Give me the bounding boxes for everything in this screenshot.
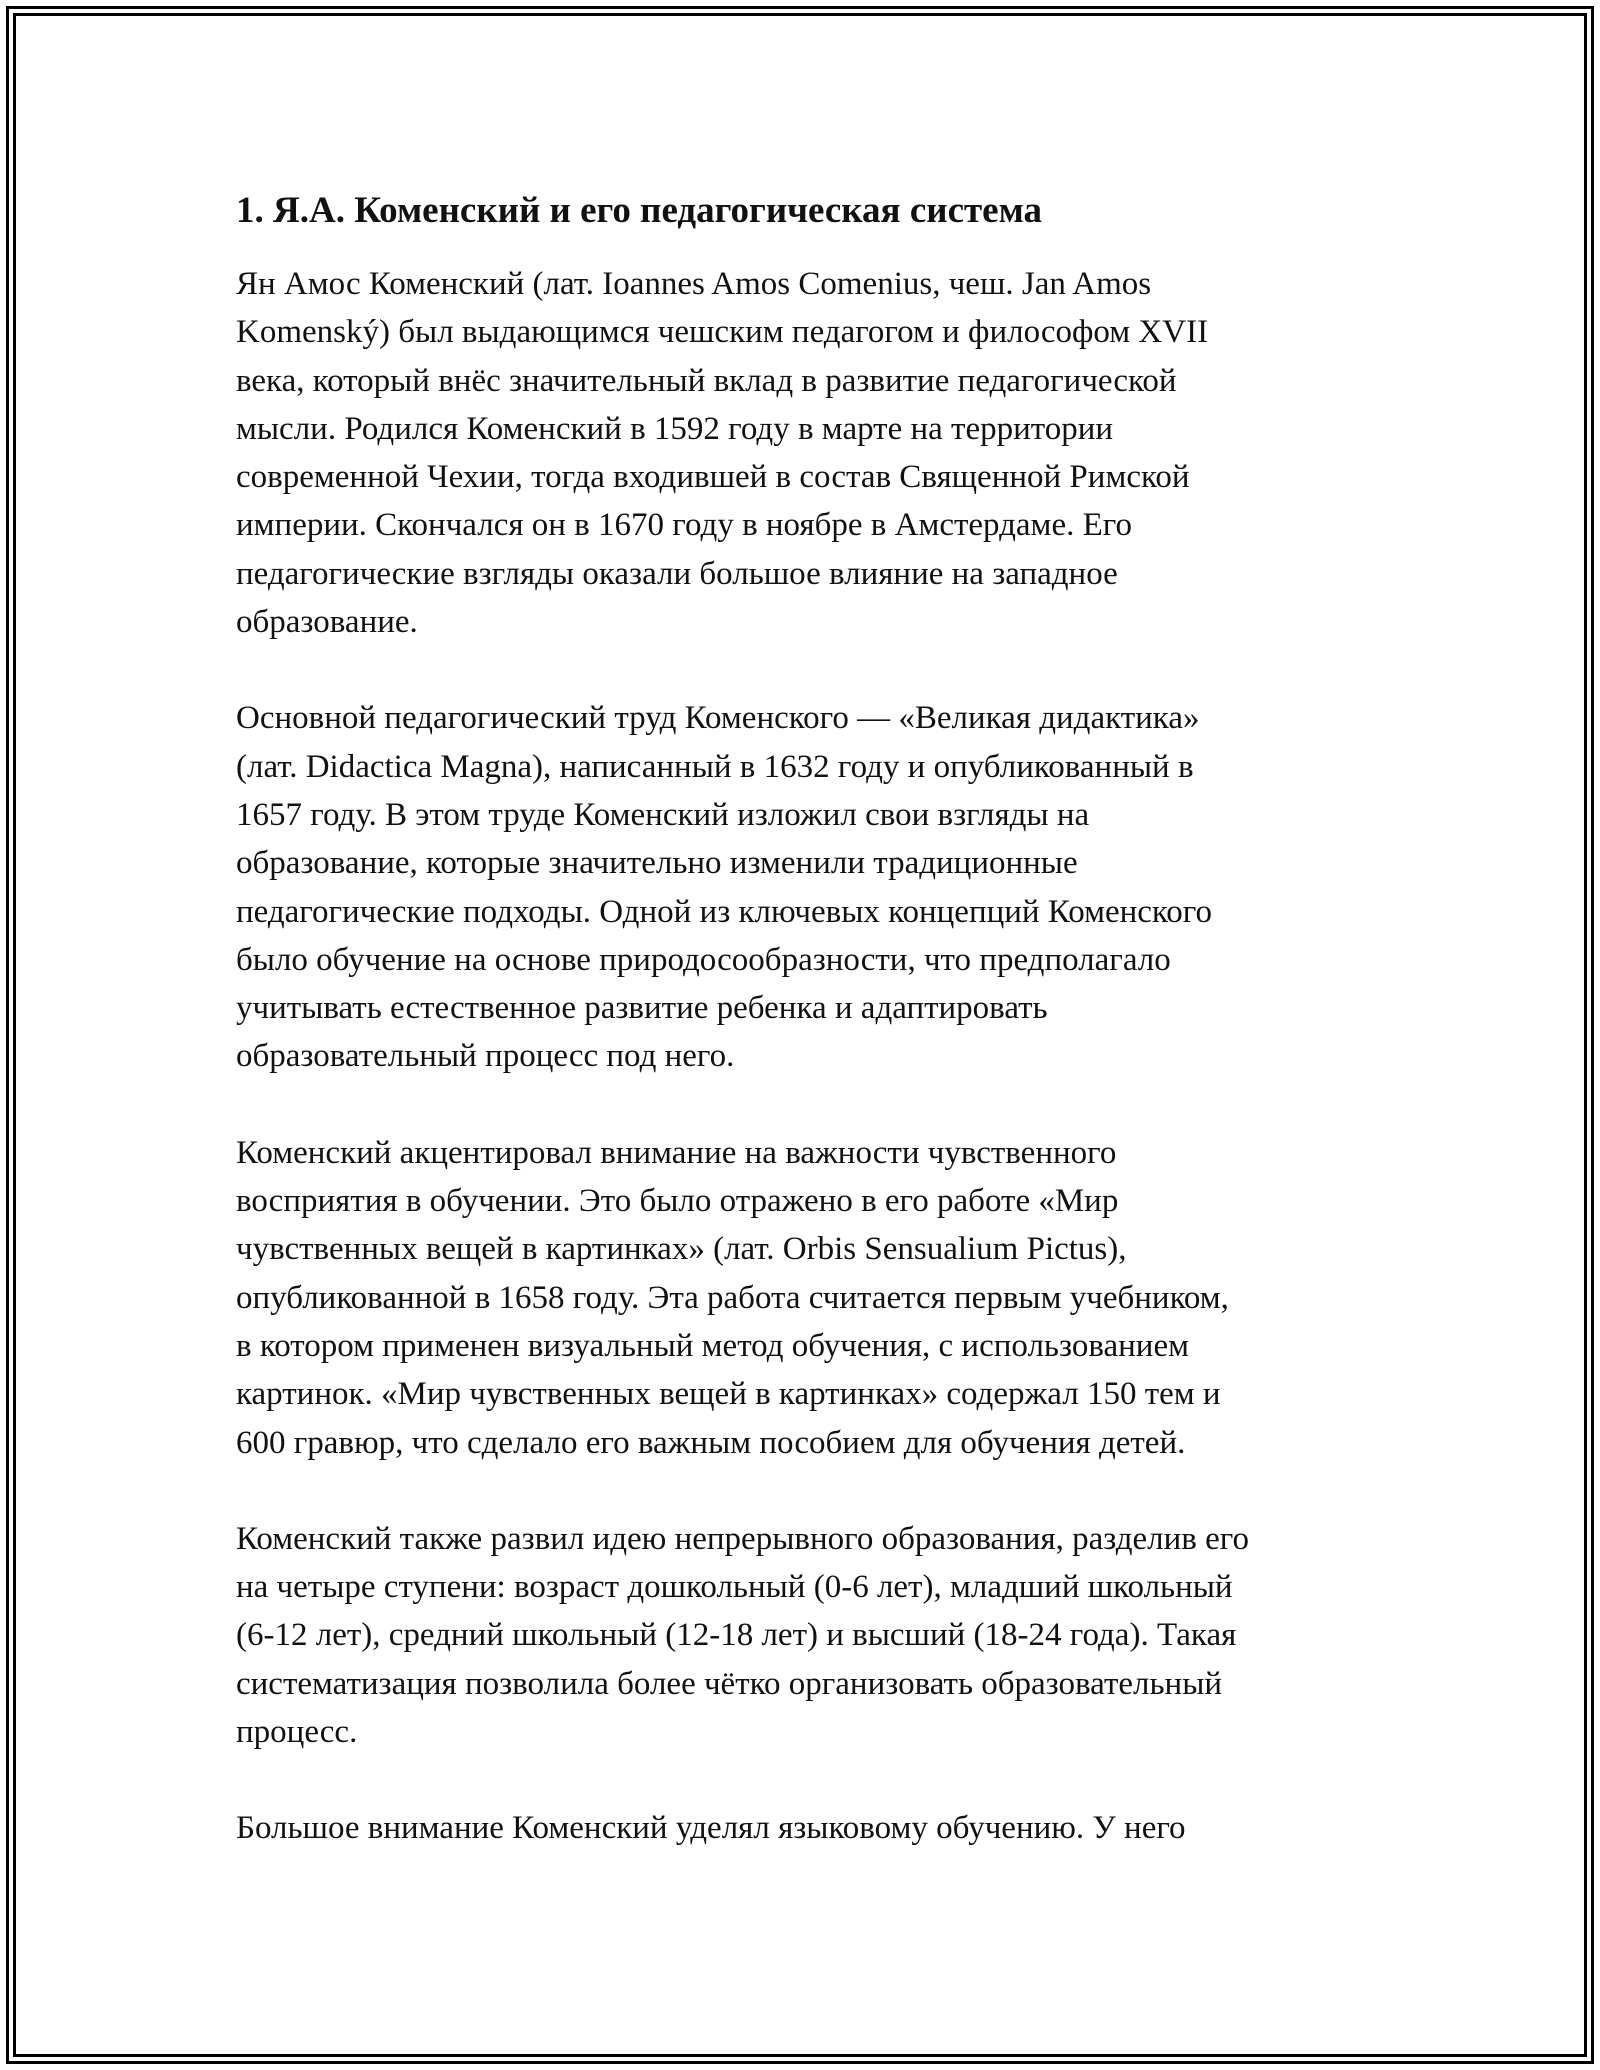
text-line: восприятия в обучении. Это было отражено в его работе «Мир: [236, 1183, 1119, 1220]
text-line: мысли. Родился Коменский в 1592 году в марте на территории: [236, 410, 1114, 447]
paragraph-2: [236, 694, 1376, 1080]
text-line: образовательный процесс под него.: [236, 1038, 735, 1075]
section-heading: 1. Я.А. Коменский и его педагогическая система: [236, 190, 1043, 231]
text-line: современной Чехии, тогда входившей в состав Священной Римской: [236, 459, 1190, 496]
text-line: Коменский также развил идею непрерывного образования, разделив его: [236, 1520, 1249, 1557]
text-line: учитывать естественное развитие ребенка и адаптировать: [236, 990, 1048, 1027]
text-line: педагогические взгляды оказали большое влияние на западное: [236, 555, 1118, 592]
text-line: века, который внёс значительный вклад в развитие педагогической: [236, 362, 1177, 399]
text-line: образование, которые значительно изменили традиционные: [236, 845, 1078, 882]
text-line: картинок. «Мир чувственных вещей в картинках» содержал 150 тем и: [236, 1376, 1221, 1413]
paragraph-5: [236, 1804, 1376, 1852]
text-line: в котором применен визуальный метод обучения, с использованием: [236, 1327, 1189, 1364]
document-body: [236, 186, 1376, 1901]
text-line: педагогические подходы. Одной из ключевых концепций Коменского: [236, 893, 1212, 930]
text-line: систематизация позволила более чётко организовать образовательный: [236, 1665, 1223, 1702]
text-line: Ян Амос Коменский (лат. Ioannes Amos Comenius, чеш. Jan Amos: [236, 266, 1152, 302]
text-line: процесс.: [236, 1714, 358, 1751]
text-line: империи. Скончался он в 1670 году в ноябре в Амстердаме. Его: [236, 507, 1132, 544]
text-line: 1657 году. В этом труде Коменский изложил свои взгляды на: [236, 796, 1090, 833]
paragraph-1: [236, 260, 1376, 646]
text-line: чувственных вещей в картинках» (лат. Orbis Sensualium Pictus),: [236, 1231, 1127, 1268]
paragraph-4: [236, 1515, 1376, 1756]
paragraph-3: [236, 1129, 1376, 1467]
text-line: (лат. Didactica Magna), написанный в 1632 году и опубликованный в: [236, 748, 1194, 785]
text-line: Основной педагогический труд Коменского — «Великая дидактика»: [236, 700, 1200, 737]
text-line: Komenský) был выдающимся чешским педагогом и философом XVII: [236, 314, 1209, 351]
text-line: образование.: [236, 604, 418, 641]
text-line: (6-12 лет), средний школьный (12-18 лет) и высший (18-24 года). Такая: [236, 1617, 1237, 1654]
text-line: Коменский акцентировал внимание на важности чувственного: [236, 1134, 1117, 1171]
text-line: 600 гравюр, что сделало его важным пособием для обучения детей.: [236, 1424, 1186, 1461]
text-line: было обучение на основе природосообразности, что предполагало: [236, 941, 1171, 978]
text-line: на четыре ступени: возраст дошкольный (0-6 лет), младший школьный: [236, 1569, 1233, 1606]
text-line: опубликованной в 1658 году. Эта работа считается первым учебником,: [236, 1279, 1229, 1316]
text-line: Большое внимание Коменский уделял языковому обучению. У него: [236, 1810, 1186, 1847]
